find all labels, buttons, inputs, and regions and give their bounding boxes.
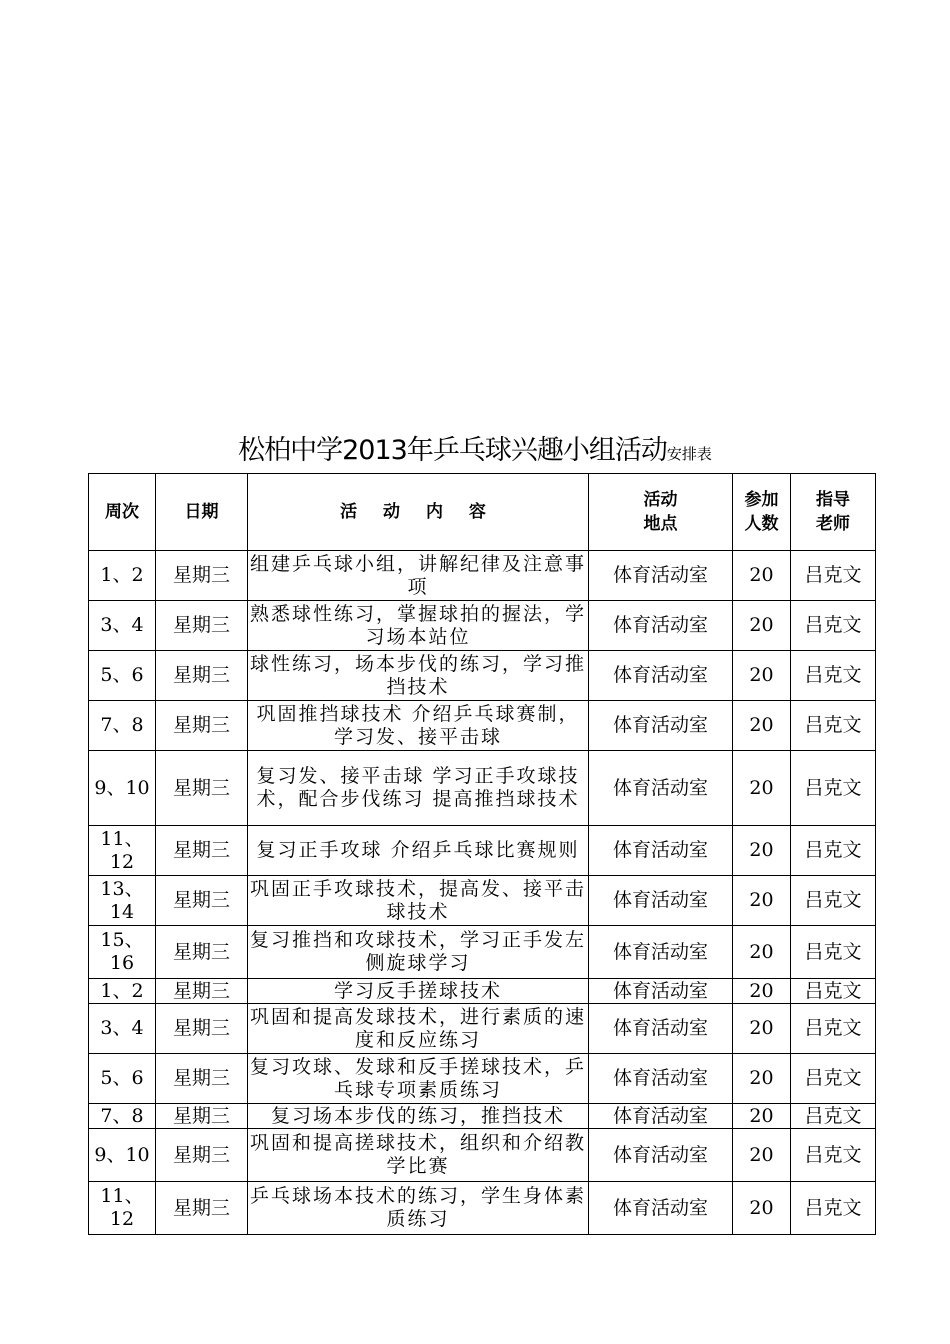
header-teacher: 指导 老师 [791,474,876,551]
teacher-cell: 吕克文 [791,551,876,601]
date-cell: 星期三 [156,926,248,979]
count-cell: 20 [733,651,791,701]
document-title [0,428,950,467]
content-cell: 复习攻球、发球和反手搓球技术，乒乓球专项素质练习 [248,1054,589,1104]
table-row [89,926,876,979]
place-cell: 体育活动室 [589,826,733,876]
header-row [89,474,876,551]
count-cell: 20 [733,701,791,751]
table-row [89,601,876,651]
date-cell: 星期三 [156,601,248,651]
content-cell: 熟悉球性练习，掌握球拍的握法，学习场本站位 [248,601,589,651]
content-cell: 复习推挡和攻球技术，学习正手发左侧旋球学习 [248,926,589,979]
table-row [89,1004,876,1054]
header-week: 周次 [89,474,156,551]
teacher-cell: 吕克文 [791,1182,876,1235]
teacher-cell: 吕克文 [791,826,876,876]
table-row [89,1104,876,1129]
week-cell: 11、12 [89,1182,156,1235]
header-place: 活动 地点 [589,474,733,551]
week-cell: 11、12 [89,826,156,876]
header-content: 活 动 内 容 [248,474,589,551]
place-cell: 体育活动室 [589,651,733,701]
content-cell: 复习正手攻球 介绍乒乓球比赛规则 [248,826,589,876]
teacher-cell: 吕克文 [791,926,876,979]
count-cell: 20 [733,826,791,876]
count-cell: 20 [733,979,791,1004]
teacher-cell: 吕克文 [791,701,876,751]
header-count: 参加 人数 [733,474,791,551]
header-date: 日期 [156,474,248,551]
week-cell: 15、16 [89,926,156,979]
count-cell: 20 [733,601,791,651]
title-suffix: 安排表 [666,445,712,463]
table-row [89,651,876,701]
place-cell: 体育活动室 [589,751,733,826]
teacher-cell: 吕克文 [791,1054,876,1104]
count-cell: 20 [733,751,791,826]
content-cell: 巩固推挡球技术 介绍乒乓球赛制，学习发、接平击球 [248,701,589,751]
content-cell: 巩固和提高搓球技术，组织和介绍教学比赛 [248,1129,589,1182]
place-cell: 体育活动室 [589,876,733,926]
week-cell: 9、10 [89,751,156,826]
place-cell: 体育活动室 [589,1054,733,1104]
place-cell: 体育活动室 [589,979,733,1004]
teacher-cell: 吕克文 [791,876,876,926]
date-cell: 星期三 [156,1054,248,1104]
place-cell: 体育活动室 [589,1129,733,1182]
week-cell: 5、6 [89,651,156,701]
table-row [89,876,876,926]
content-cell: 乒乓球场本技术的练习，学生身体素质练习 [248,1182,589,1235]
place-cell: 体育活动室 [589,1004,733,1054]
date-cell: 星期三 [156,1182,248,1235]
content-cell: 复习场本步伐的练习，推挡技术 [248,1104,589,1129]
content-cell: 巩固和提高发球技术，进行素质的速度和反应练习 [248,1004,589,1054]
place-cell: 体育活动室 [589,701,733,751]
count-cell: 20 [733,1004,791,1054]
date-cell: 星期三 [156,651,248,701]
count-cell: 20 [733,926,791,979]
teacher-cell: 吕克文 [791,751,876,826]
count-cell: 20 [733,1054,791,1104]
teacher-cell: 吕克文 [791,651,876,701]
teacher-cell: 吕克文 [791,601,876,651]
table-row [89,701,876,751]
teacher-cell: 吕克文 [791,1129,876,1182]
date-cell: 星期三 [156,1104,248,1129]
week-cell: 5、6 [89,1054,156,1104]
place-cell: 体育活动室 [589,1104,733,1129]
title-main: 松柏中学2013年乒乓球兴趣小组活动 [238,435,667,466]
table-row [89,1054,876,1104]
table-row [89,979,876,1004]
date-cell: 星期三 [156,979,248,1004]
place-cell: 体育活动室 [589,551,733,601]
date-cell: 星期三 [156,876,248,926]
week-cell: 7、8 [89,701,156,751]
count-cell: 20 [733,1129,791,1182]
date-cell: 星期三 [156,1129,248,1182]
count-cell: 20 [733,876,791,926]
content-cell: 巩固正手攻球技术，提高发、接平击球技术 [248,876,589,926]
place-cell: 体育活动室 [589,926,733,979]
week-cell: 7、8 [89,1104,156,1129]
week-cell: 3、4 [89,601,156,651]
date-cell: 星期三 [156,701,248,751]
week-cell: 1、2 [89,551,156,601]
teacher-cell: 吕克文 [791,1104,876,1129]
date-cell: 星期三 [156,551,248,601]
week-cell: 13、14 [89,876,156,926]
place-cell: 体育活动室 [589,601,733,651]
teacher-cell: 吕克文 [791,979,876,1004]
table-row [89,751,876,826]
content-cell: 复习发、接平击球 学习正手攻球技术，配合步伐练习 提高推挡球技术 [248,751,589,826]
place-cell: 体育活动室 [589,1182,733,1235]
table-row [89,826,876,876]
count-cell: 20 [733,551,791,601]
table-row [89,1129,876,1182]
date-cell: 星期三 [156,751,248,826]
week-cell: 1、2 [89,979,156,1004]
table-row [89,1182,876,1235]
week-cell: 3、4 [89,1004,156,1054]
content-cell: 组建乒乓球小组，讲解纪律及注意事项 [248,551,589,601]
content-cell: 学习反手搓球技术 [248,979,589,1004]
date-cell: 星期三 [156,1004,248,1054]
schedule-table [88,473,876,1235]
date-cell: 星期三 [156,826,248,876]
week-cell: 9、10 [89,1129,156,1182]
teacher-cell: 吕克文 [791,1004,876,1054]
count-cell: 20 [733,1182,791,1235]
content-cell: 球性练习，场本步伐的练习，学习推挡技术 [248,651,589,701]
table-row [89,551,876,601]
count-cell: 20 [733,1104,791,1129]
